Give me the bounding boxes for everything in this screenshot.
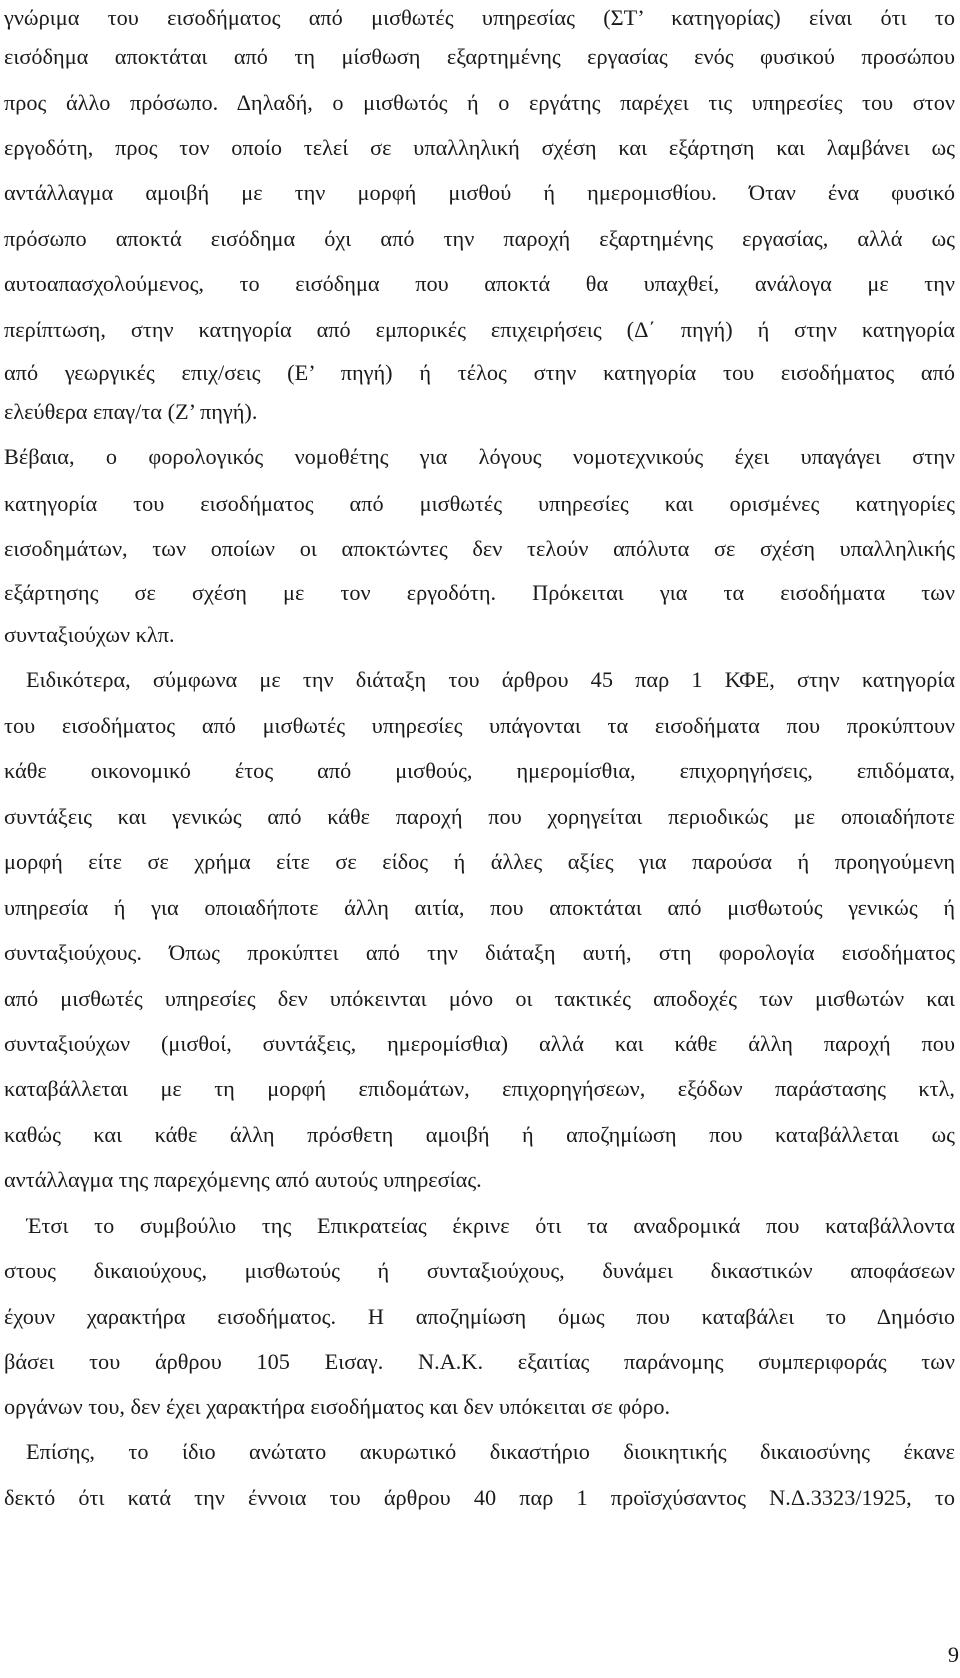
text-line: ελεύθερα επαγ/τα (Ζ’ πηγή). — [4, 399, 258, 424]
text-line: γνώριμα του εισοδήματος από μισθωτές υπηρεσίας (ΣΤ’ κατηγορίας) είναι ότι το — [4, 5, 955, 30]
text-line: συνταξιούχων κλπ. — [4, 622, 175, 647]
text-line: Βέβαια, ο φορολογικός νομοθέτης για λόγους νομοτεχνικούς έχει υπαγάγει στην — [4, 444, 955, 469]
text-line: εισοδημάτων, των οποίων οι αποκτώντες δεν τελούν απόλυτα σε σχέση υπαλληλικής — [4, 536, 955, 561]
text-line: πρόσωπο αποκτά εισόδημα όχι από την παροχή εξαρτημένης εργασίας, αλλά ως — [4, 226, 955, 251]
text-line: του εισοδήματος από μισθωτές υπηρεσίες υπάγονται τα εισοδήματα που προκύπτουν — [4, 713, 955, 738]
text-line: από μισθωτές υπηρεσίες δεν υπόκεινται μόνο οι τακτικές αποδοχές των μισθωτών και — [4, 986, 955, 1011]
text-line: έχουν χαρακτήρα εισοδήματος. Η αποζημίωση όμως που καταβάλει το Δημόσιο — [4, 1304, 955, 1329]
text-line: κατηγορία του εισοδήματος από μισθωτές υπηρεσίες και ορισμένες κατηγορίες — [4, 491, 955, 516]
text-line: υπηρεσία ή για οποιαδήποτε άλλη αιτία, που αποκτάται από μισθωτούς γενικώς ή — [4, 895, 955, 920]
text-line: από γεωργικές επιχ/σεις (Ε’ πηγή) ή τέλος στην κατηγορία του εισοδήματος από — [4, 360, 955, 385]
text-line: συνταξιούχους. Όπως προκύπτει από την διάταξη αυτή, στη φορολογία εισοδήματος — [4, 940, 955, 965]
text-line: βάσει του άρθρου 105 Εισαγ. Ν.Α.Κ. εξαιτίας παράνομης συμπεριφοράς των — [4, 1349, 955, 1374]
text-line: εργοδότη, προς τον οποίο τελεί σε υπαλληλική σχέση και εξάρτηση και λαμβάνει ως — [4, 135, 955, 160]
text-line: καταβάλλεται με τη μορφή επιδομάτων, επιχορηγήσεων, εξόδων παράστασης κτλ, — [4, 1076, 955, 1101]
text-line: συντάξεις και γενικώς από κάθε παροχή που χορηγείται περιοδικώς με οποιαδήποτε — [4, 804, 955, 829]
text-line: στους δικαιούχους, μισθωτούς ή συνταξιούχους, δυνάμει δικαστικών αποφάσεων — [4, 1258, 955, 1283]
text-line: δεκτό ότι κατά την έννοια του άρθρου 40 παρ 1 προϊσχύσαντος Ν.Δ.3323/1925, το — [4, 1485, 955, 1510]
text-line: οργάνων του, δεν έχει χαρακτήρα εισοδήματος και δεν υπόκειται σε φόρο. — [4, 1394, 671, 1419]
text-line: αντάλλαγμα της παρεχόμενης από αυτούς υπηρεσίας. — [4, 1167, 482, 1192]
page-number: 9 — [947, 1642, 959, 1667]
text-line: Έτσι το συμβούλιο της Επικρατείας έκρινε ότι τα αναδρομικά που καταβάλλοντα — [26, 1213, 955, 1238]
text-line: μορφή είτε σε χρήμα είτε σε είδος ή άλλες αξίες για παρούσα ή προηγούμενη — [4, 849, 955, 874]
text-line: αντάλλαγμα αμοιβή με την μορφή μισθού ή ημερομισθίου. Όταν ένα φυσικό — [4, 180, 955, 205]
text-line: συνταξιούχων (μισθοί, συντάξεις, ημερομίσθια) αλλά και κάθε άλλη παροχή που — [4, 1031, 955, 1056]
text-line: κάθε οικονομικό έτος από μισθούς, ημερομίσθια, επιχορηγήσεις, επιδόματα, — [4, 758, 955, 783]
text-line: Ειδικότερα, σύμφωνα με την διάταξη του άρθρου 45 παρ 1 ΚΦΕ, στην κατηγορία — [26, 667, 955, 692]
text-line: καθώς και κάθε άλλη πρόσθετη αμοιβή ή αποζημίωση που καταβάλλεται ως — [4, 1122, 955, 1147]
text-line: εξάρτησης σε σχέση με τον εργοδότη. Πρόκειται για τα εισοδήματα των — [4, 580, 955, 605]
text-line: προς άλλο πρόσωπο. Δηλαδή, ο μισθωτός ή ο εργάτης παρέχει τις υπηρεσίες του στον — [4, 90, 955, 115]
text-line: αυτοαπασχολούμενος, το εισόδημα που αποκτά θα υπαχθεί, ανάλογα με την — [4, 271, 955, 296]
text-line: εισόδημα αποκτάται από τη μίσθωση εξαρτημένης εργασίας ενός φυσικού προσώπου — [4, 44, 955, 69]
text-line: περίπτωση, στην κατηγορία από εμπορικές επιχειρήσεις (Δ΄ πηγή) ή στην κατηγορία — [4, 317, 955, 342]
text-line: Επίσης, το ίδιο ανώτατο ακυρωτικό δικαστήριο διοικητικής δικαιοσύνης έκανε — [26, 1439, 955, 1464]
